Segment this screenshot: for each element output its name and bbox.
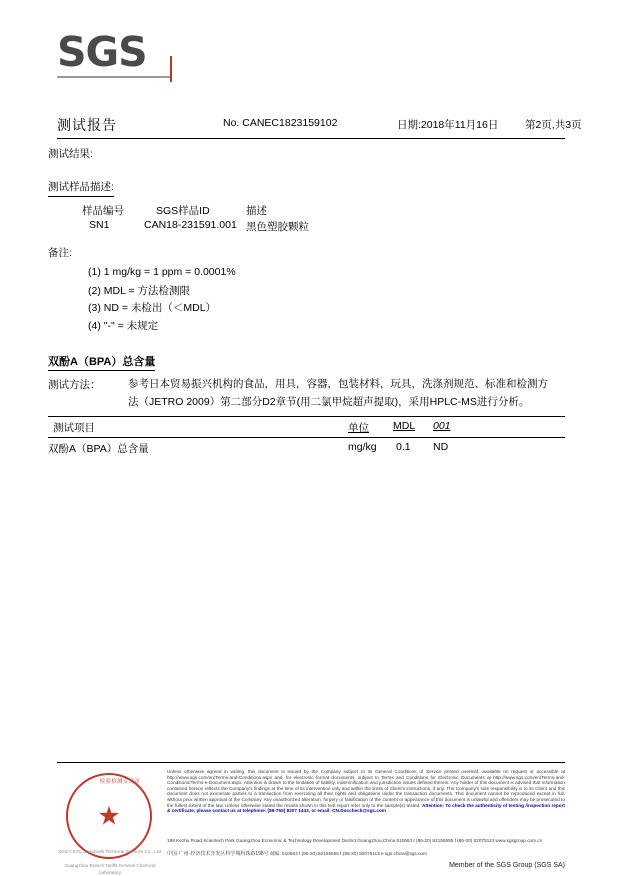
col-description: 描述 (246, 205, 267, 217)
notes-label: 备注: (48, 247, 72, 259)
verification-note: Attention: To check the authenticity of testing /inspection report & certificate, please contact us at telephone: (86-755) 8307 1443, or email: CN.Doccheck@sgs.com (167, 802, 565, 814)
method-label: 测试方法： (48, 379, 101, 391)
page-indicator: 第2页,共3页 (525, 119, 582, 131)
report-header (57, 115, 582, 135)
page-title: 测试报告 (57, 117, 117, 133)
test-table-top-rule (48, 416, 565, 417)
cell-result: ND (433, 441, 449, 453)
cell-sample-no: SN1 (89, 219, 110, 231)
results-label: 测试结果: (48, 148, 93, 160)
cell-test-item: 双酚A（BPA）总含量 (48, 443, 149, 455)
company-seal-stamp (58, 769, 162, 873)
sample-description-label: 测试样品描述: (48, 180, 114, 197)
legal-disclaimer (167, 769, 565, 814)
sgs-logo (57, 30, 177, 78)
col-unit: 单位 (348, 422, 369, 434)
cell-sgs-id: CAN18-231591.001 (144, 219, 237, 231)
method-line-1: 参考日本贸易振兴机构的食品，用具，容器，包装材料，玩具，洗涤剂规范、标准和检测方 (128, 378, 548, 390)
seal-label-lab: Guangzhou Branch Tariffs General Chemical Laboratory (64, 863, 156, 875)
cell-unit: mg/kg (348, 441, 377, 453)
logo-rule (57, 76, 172, 78)
report-number: No. CANEC1823159102 (223, 117, 338, 129)
seal-circle (66, 773, 152, 859)
col-sample-no: 样品编号 (82, 205, 124, 217)
method-text (128, 375, 548, 411)
cell-mdl: 0.1 (396, 441, 411, 453)
note-item: (4) "-" = 未规定 (88, 320, 159, 332)
col-mdl: MDL (393, 420, 416, 432)
note-item: (3) ND = 未检出（＜MDL） (88, 302, 217, 314)
note-item: (1) 1 mg/kg = 1 ppm = 0.0001% (88, 266, 236, 278)
test-table-header (48, 420, 565, 436)
footer-divider (57, 762, 565, 763)
method-line-2: 法（JETRO 2009）第二部分D2章节(用二氯甲烷超声提取)，采用HPLC-MS进行分析。 (128, 396, 530, 408)
cell-description: 黑色塑胶颗粒 (246, 221, 309, 233)
col-result-001: 001 (433, 420, 451, 432)
report-date: 日期:2018年11月16日 (397, 119, 499, 131)
footer-address-cn-main: 中国·广州·经济技术开发区科学城科珠路198号 (167, 851, 269, 857)
test-table-mid-rule (48, 437, 565, 438)
col-test-item: 测试项目 (53, 422, 95, 434)
star-icon: ★ (97, 800, 121, 831)
seal-arc-text: 检验检测专用章 (99, 779, 141, 785)
footer-address-cn-contact: 邮编: 510663 t (86-20) 82155555 f (86-20) 82075113 e sgs.china@sgs.com (270, 851, 427, 856)
note-item: (2) MDL = 方法检测限 (88, 285, 190, 297)
sgs-logo-text: SGS (57, 28, 147, 76)
header-divider (57, 138, 565, 139)
bpa-section-title: 双酚A（BPA）总含量 (48, 353, 155, 371)
footer-address-en: 198 Kezhu Road,Scientech Park Guangzhou Economic & Technology Development District,Guangzhou,China 510663 t (86-20) 82155555 f (86-20) 82075113 www.sgsgroup.com.cn (167, 838, 543, 843)
footer-member-line: Member of the SGS Group (SGS SA) (449, 862, 565, 869)
footer-address-cn (167, 851, 565, 857)
seal-label-company: SGS-CSTC Standards Technical Services Co., Ltd. (58, 849, 162, 854)
col-sgs-id: SGS样品ID (156, 205, 210, 217)
logo-accent-mark (170, 56, 172, 82)
legal-paragraph-text: Unless otherwise agreed in writing, this document is issued by the Company subject to its General Conditions of Service printed overleaf, available on request or accessible at http://www.sgs.com/en/Terms-and-Conditions.aspx and, for electronic format documents, subject to Terms and Conditions for Electronic Documents at http://www.sgs.com/en/Terms-and-Conditions/Terms-e-Document.aspx. Attention is drawn to the limitation of liability, indemnification and jurisdiction issues defined therein. Any holder of this document is advised that information contained hereon reflects the Company's findings at the time of its intervention only and within the limits of Client's instructions, if any. The Company's sole responsibility is to its Client and this document does not exonerate parties to a transaction from exercising all their rights and obligations under the transaction documents. This document cannot be reproduced except in full, without prior written approval of the Company. Any unauthorized alteration, forgery or falsification of the content or appearance of this document is unlawful and offenders may be prosecuted to the fullest extent of the law. Unless otherwise stated the results shown in this test report refer only to the sample(s) tested. (167, 769, 565, 808)
